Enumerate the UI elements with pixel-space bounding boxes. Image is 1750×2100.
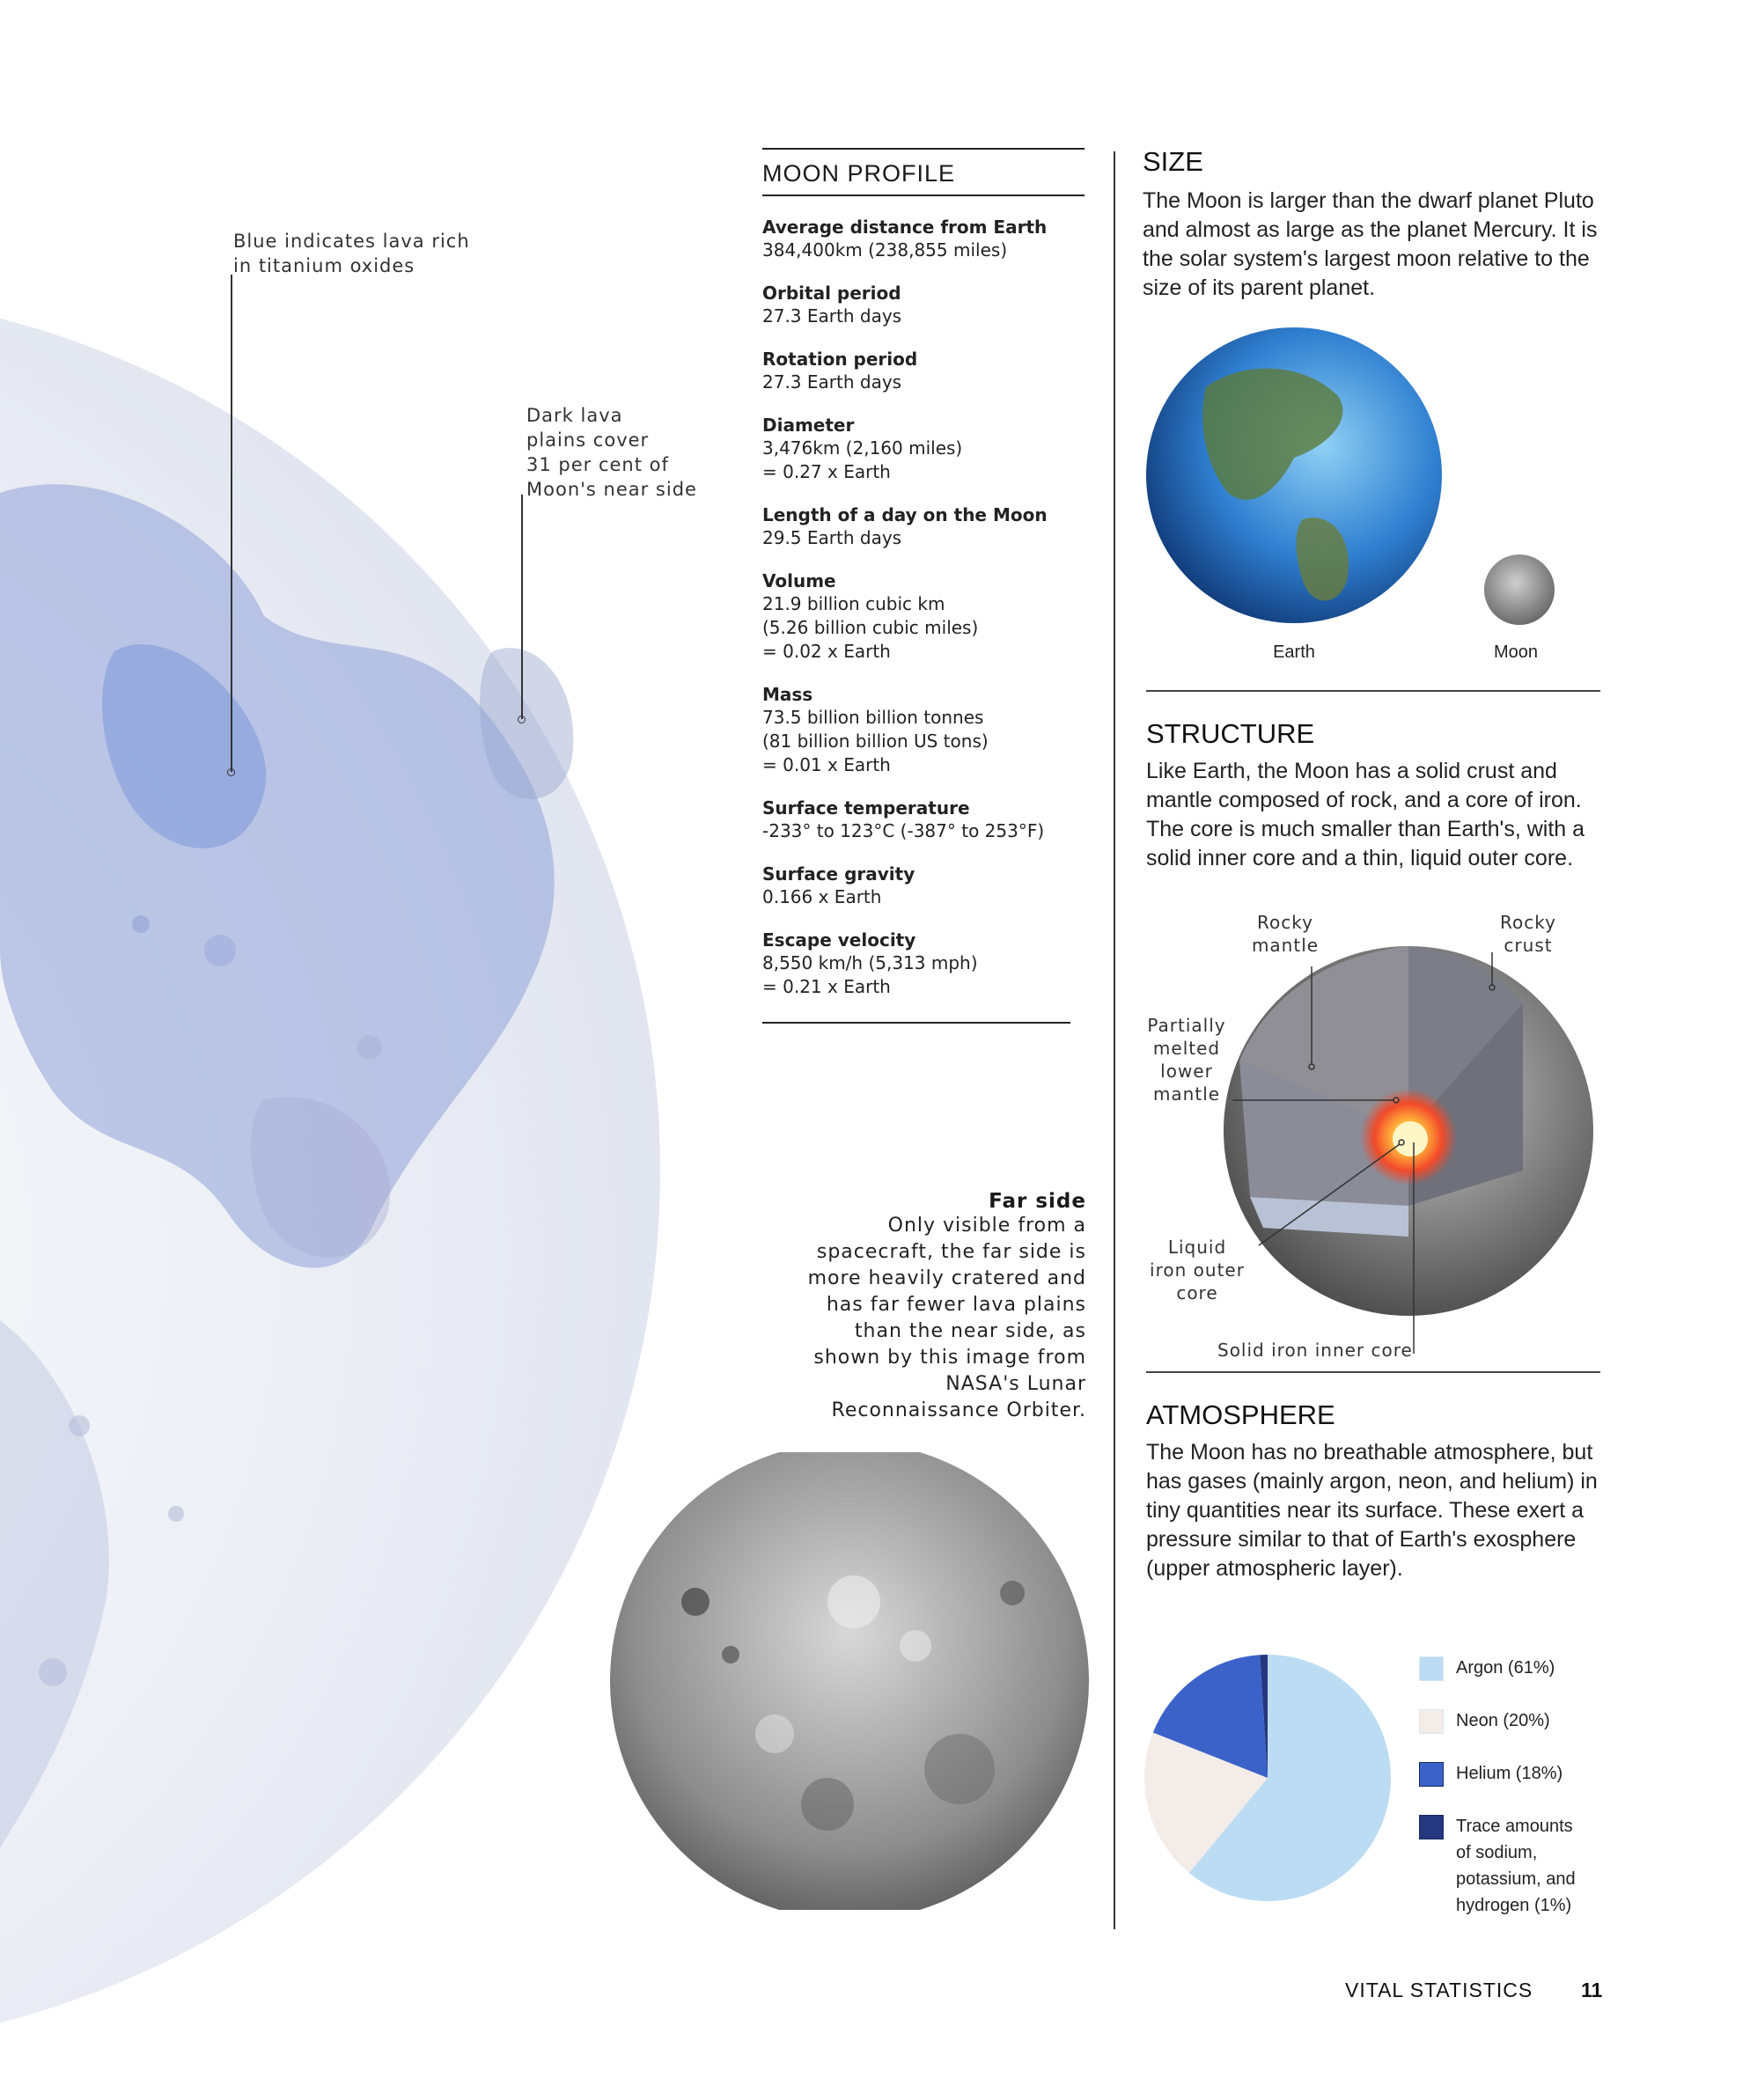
profile-stat-value: -233° to 123°C (-387° to 253°F)	[762, 820, 1045, 841]
far-side-moon-image	[607, 1452, 1092, 1910]
profile-stat-label: Escape velocity	[762, 929, 916, 951]
profile-stat	[762, 348, 1085, 394]
profile-stat-label: Surface temperature	[762, 797, 970, 819]
profile-stat-value: 27.3 Earth days	[762, 371, 902, 393]
profile-stat-value: 3,476km (2,160 miles) = 0.27 x Earth	[762, 437, 963, 482]
label-partially-melted-mantle: Partially melted lower mantle	[1147, 1015, 1226, 1105]
callout-lava-titanium-marker	[227, 768, 235, 776]
profile-stat-value: 0.166 x Earth	[762, 886, 882, 907]
farside-title: Far side	[989, 1190, 1086, 1213]
legend-item-argon	[1419, 1655, 1555, 1681]
label-liquid-outer-core: Liquid iron outer core	[1150, 1237, 1245, 1303]
structure-title: STRUCTURE	[1146, 718, 1315, 749]
profile-stat-label: Surface gravity	[762, 863, 915, 885]
profile-stat	[762, 797, 1085, 843]
legend-swatch	[1419, 1762, 1444, 1787]
profile-title-rule	[762, 195, 1085, 196]
earth-label: Earth	[1273, 642, 1315, 662]
legend-item-neon	[1419, 1707, 1550, 1734]
legend-label: Trace amounts of sodium, potassium, and hydrogen (1%)	[1456, 1817, 1576, 1915]
near-side-moon-image	[0, 0, 704, 2024]
profile-stat-label: Diameter	[762, 415, 855, 436]
profile-stat	[762, 503, 1085, 550]
structure-text: Like Earth, the Moon has a solid crust and mantle composed of rock, and a core of iron. The core is much smaller than Earth's, with a solid inner core and a thin, liquid outer core.	[1146, 759, 1585, 870]
profile-stat-label: Rotation period	[762, 349, 918, 370]
profile-stat	[762, 929, 1085, 999]
profile-stat-label: Orbital period	[762, 283, 901, 304]
moon-profile-panel	[762, 148, 1085, 1024]
size-comparison-image	[1144, 326, 1611, 678]
callout-lava-titanium: Blue indicates lava rich in titanium oxides	[233, 231, 470, 276]
profile-stat-label: Mass	[762, 684, 813, 705]
farside-text: Only visible from a spacecraft, the far side is more heavily cratered and has far fewer lava plains than the near side, as shown by this image from NASA's Lunar Reconnaissance Orbiter.	[807, 1215, 1086, 1421]
profile-stat	[762, 863, 1085, 909]
small-moon	[1484, 554, 1555, 625]
legend-item-helium	[1419, 1760, 1562, 1787]
size-title: SIZE	[1143, 146, 1203, 177]
atmosphere-pie-chart	[1136, 1646, 1400, 1910]
profile-bottom-rule	[762, 1022, 1070, 1024]
profile-stat-value: 8,550 km/h (5,313 mph) = 0.21 x Earth	[762, 952, 978, 997]
profile-title: MOON PROFILE	[762, 160, 956, 187]
callout-lava-titanium-leader	[231, 275, 232, 772]
profile-stat-label: Average distance from Earth	[762, 217, 1048, 238]
legend-swatch	[1419, 1709, 1444, 1734]
label-solid-inner-core: Solid iron inner core	[1217, 1340, 1413, 1361]
callout-dark-lava-marker	[518, 716, 526, 723]
profile-stat-label: Volume	[762, 570, 836, 591]
footer-section-title: VITAL STATISTICS	[1345, 1979, 1533, 2001]
profile-stat	[762, 569, 1085, 664]
farside-caption	[792, 1190, 1086, 1424]
legend-label: Helium (18%)	[1456, 1764, 1563, 1783]
column-divider	[1114, 151, 1115, 1929]
profile-stats-list	[762, 216, 1085, 999]
profile-stat-value: 384,400km (238,855 miles)	[762, 239, 1008, 261]
legend-swatch	[1419, 1656, 1444, 1681]
structure-bottom-rule	[1146, 1371, 1600, 1373]
profile-stat-value: 73.5 billion billion tonnes (81 billion billion US tons) = 0.01 x Earth	[762, 707, 989, 775]
legend-label: Neon (20%)	[1456, 1711, 1550, 1730]
legend-item-trace	[1419, 1813, 1576, 1919]
size-text: The Moon is larger than the dwarf planet Pluto and almost as large as the planet Mercury. It is the solar system's largest moon relative to the size of its parent planet.	[1143, 188, 1598, 300]
profile-stat	[762, 216, 1085, 262]
profile-stat-label: Length of a day on the Moon	[762, 504, 1048, 525]
profile-stat-value: 21.9 billion cubic km (5.26 billion cubic miles) = 0.02 x Earth	[762, 593, 979, 662]
atmosphere-text: The Moon has no breathable atmosphere, but has gases (mainly argon, neon, and helium) in tiny quantities near its surface. These exert a pressure similar to that of Earth's exosphere (upper atmospheric layer).	[1146, 1440, 1598, 1581]
profile-stat-value: 29.5 Earth days	[762, 527, 902, 548]
legend-label: Argon (61%)	[1456, 1658, 1555, 1678]
moon-label: Moon	[1493, 642, 1539, 662]
callout-dark-lava: Dark lava plains cover 31 per cent of Moon's near side	[526, 405, 697, 500]
profile-stat	[762, 282, 1085, 328]
profile-stat	[762, 414, 1085, 484]
label-rocky-crust: Rocky crust	[1500, 912, 1556, 956]
callout-dark-lava-leader	[521, 495, 523, 719]
legend-swatch	[1419, 1815, 1444, 1839]
atmosphere-title: ATMOSPHERE	[1146, 1399, 1335, 1430]
page-number: 11	[1581, 1979, 1603, 2001]
profile-stat-value: 27.3 Earth days	[762, 305, 902, 327]
size-bottom-rule	[1146, 690, 1600, 692]
profile-stat	[762, 683, 1085, 777]
label-rocky-mantle: Rocky mantle	[1251, 912, 1320, 956]
